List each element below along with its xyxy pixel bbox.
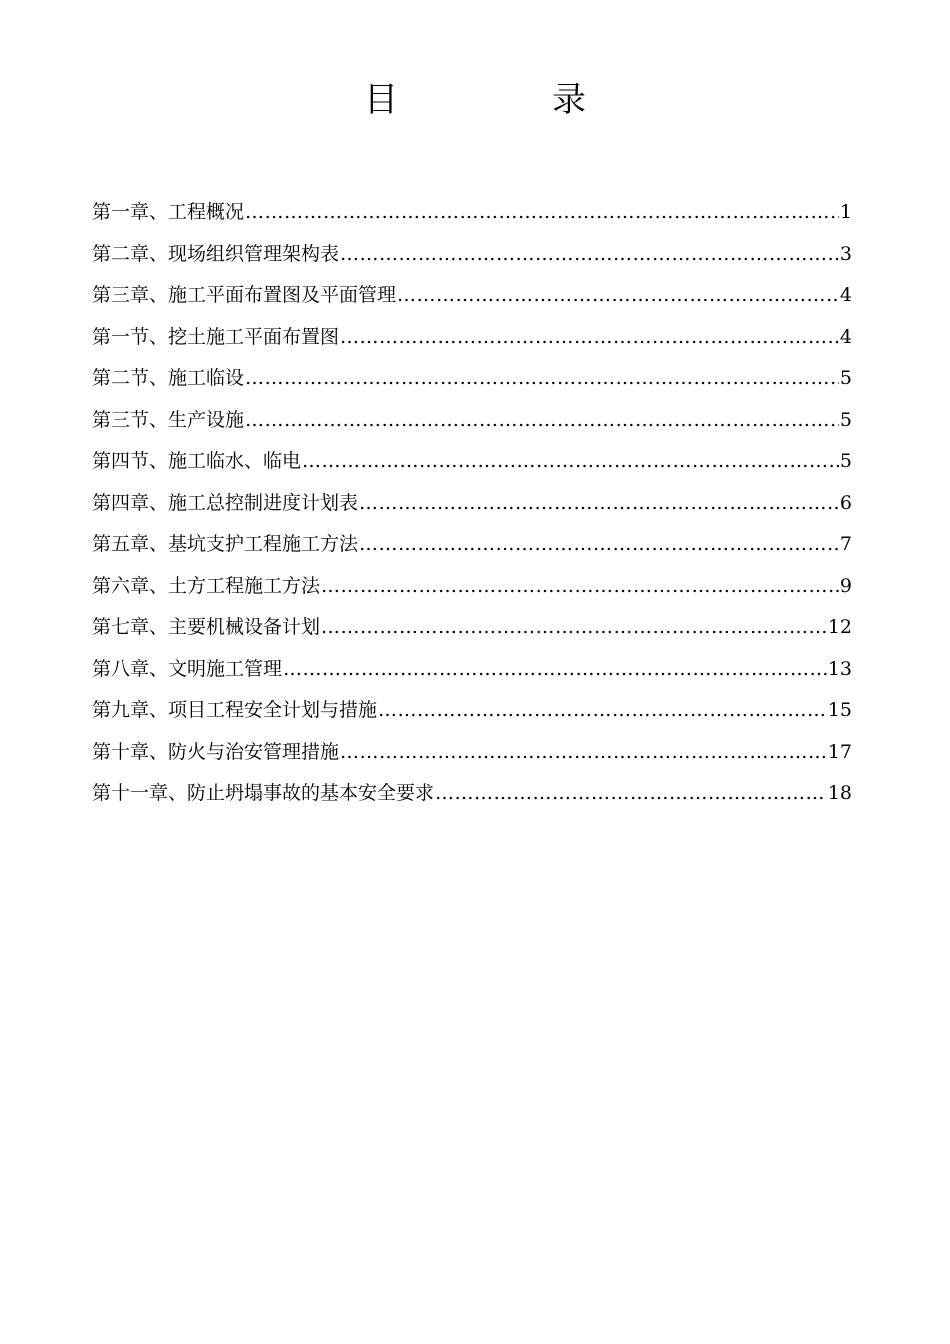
toc-entry[interactable] — [92, 279, 852, 321]
toc-entry[interactable] — [92, 653, 852, 695]
toc-entry-label: 第九章、项目工程安全计划与措施 — [92, 699, 378, 721]
toc-dot-leader — [245, 196, 839, 228]
toc-entry[interactable] — [92, 404, 852, 446]
toc-entry-page: 5 — [839, 408, 852, 431]
toc-entry-page: 5 — [839, 450, 852, 472]
toc-entry[interactable] — [92, 736, 852, 778]
toc-entry-page: 1 — [839, 201, 852, 223]
toc-entry-page: 4 — [839, 325, 852, 348]
toc-entry-label: 第六章、土方工程施工方法 — [92, 574, 321, 597]
toc-entry[interactable] — [92, 570, 852, 612]
toc-dot-leader — [245, 362, 839, 394]
toc-entry-label: 第二章、现场组织管理架构表 — [92, 242, 340, 265]
toc-dot-leader — [245, 404, 839, 436]
toc-title: 目 录 — [364, 80, 646, 120]
toc-entry-label: 第十章、防火与治安管理措施 — [92, 740, 340, 763]
toc-entry[interactable] — [92, 362, 852, 404]
toc-entry-page: 15 — [827, 699, 852, 721]
toc-entry-label: 第三节、生产设施 — [92, 408, 245, 431]
table-of-contents — [92, 196, 852, 819]
toc-dot-leader — [283, 653, 827, 685]
toc-entry-label: 第十一章、防止坍塌事故的基本安全要求 — [92, 782, 435, 804]
toc-entry-page: 9 — [839, 574, 852, 597]
toc-entry-label: 第七章、主要机械设备计划 — [92, 616, 321, 638]
toc-entry[interactable] — [92, 238, 852, 280]
toc-dot-leader — [302, 445, 839, 477]
toc-entry-page: 18 — [827, 782, 852, 804]
toc-entry-page: 17 — [827, 740, 852, 763]
toc-entry-label: 第四节、施工临水、临电 — [92, 450, 302, 472]
toc-entry-label: 第五章、基坑支护工程施工方法 — [92, 533, 359, 555]
toc-dot-leader — [340, 736, 827, 768]
toc-dot-leader — [321, 570, 839, 602]
toc-entry-label: 第一章、工程概况 — [92, 201, 245, 223]
toc-entry-label: 第一节、挖土施工平面布置图 — [92, 325, 340, 348]
toc-entry-page: 4 — [839, 284, 852, 306]
toc-entry-page: 3 — [839, 242, 852, 265]
toc-entry-label: 第八章、文明施工管理 — [92, 657, 283, 680]
toc-dot-leader — [397, 279, 839, 311]
toc-entry-page: 13 — [827, 657, 852, 680]
toc-entry-label: 第二节、施工临设 — [92, 367, 245, 389]
toc-dot-leader — [359, 487, 839, 519]
toc-entry[interactable] — [92, 487, 852, 529]
toc-entry[interactable] — [92, 321, 852, 363]
toc-entry-page: 6 — [839, 491, 852, 514]
toc-dot-leader — [378, 694, 827, 726]
toc-entry-label: 第四章、施工总控制进度计划表 — [92, 491, 359, 514]
toc-dot-leader — [359, 528, 839, 560]
toc-dot-leader — [435, 777, 827, 809]
toc-dot-leader — [321, 611, 827, 643]
toc-dot-leader — [340, 321, 839, 353]
toc-entry[interactable] — [92, 611, 852, 653]
toc-entry[interactable] — [92, 445, 852, 487]
toc-entry-page: 12 — [827, 616, 852, 638]
toc-dot-leader — [340, 238, 839, 270]
toc-entry-page: 5 — [839, 367, 852, 389]
toc-entry-page: 7 — [839, 533, 852, 555]
toc-entry-label: 第三章、施工平面布置图及平面管理 — [92, 284, 397, 306]
toc-entry[interactable] — [92, 777, 852, 819]
toc-entry[interactable] — [92, 528, 852, 570]
toc-entry[interactable] — [92, 694, 852, 736]
toc-entry[interactable] — [92, 196, 852, 238]
